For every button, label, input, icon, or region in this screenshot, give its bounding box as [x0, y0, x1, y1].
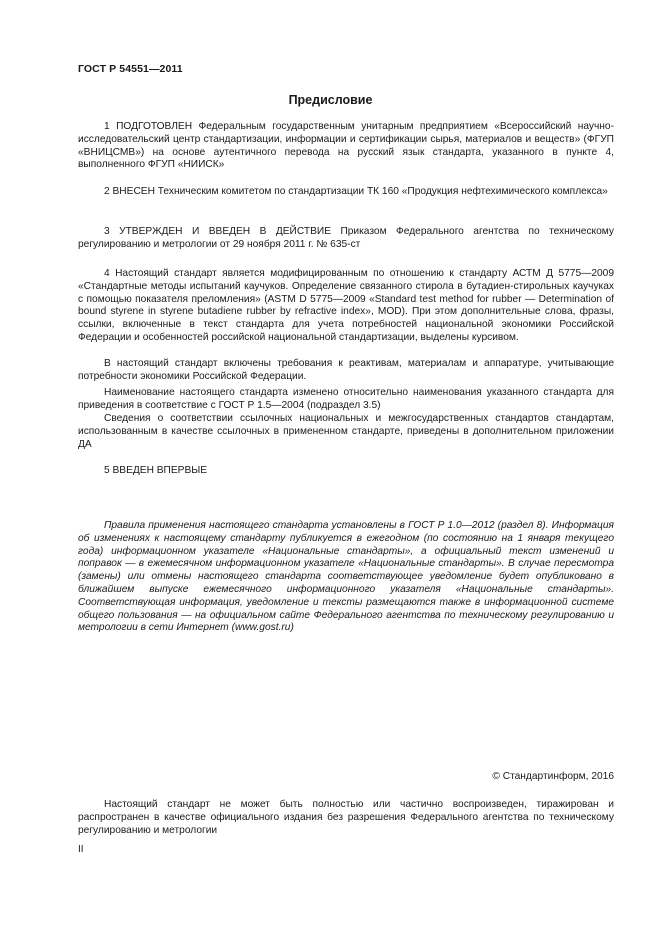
item-5-text: 5 ВВЕДЕН ВПЕРВЫЕ [104, 465, 208, 476]
item-4-references [78, 413, 614, 451]
item-4-modified [78, 268, 614, 345]
item-4-text: 4 Настоящий стандарт является модифицированным по отношению к стандарту АСТМ Д 5775—2009 «Стандартные методы испытаний каучуков. Определение связанного стирола в бутадиен-стирольных каучуках с помощью показателя преломления» (ASTM D 5775—2009 «Standard test method for rubber — Determination of bound styrene in styrene butadiene rubber by refractive index», MOD). При этом дополнительные слова, фразы, ссылки, включенные в текст стандарта для учета потребностей национальной экономики Российской Федерации и особенностей российской национальной стандартизации, выделены курсивом. [78, 268, 614, 343]
item-5-first-introduced [78, 465, 614, 478]
application-rules-text: Правила применения настоящего стандарта установлены в ГОСТ Р 1.0—2012 (раздел 8). Информация об изменениях к настоящему стандарту публикуется в ежегодном (по состоянию на 1 января текущего года) информационном указателе «Национальные стандарты», а официальный текст изменений и поправок — в ежемесячном информационном указателе «Национальные стандарты». В случае пересмотра (замены) или отмены настоящего стандарта соответствующее уведомление будет опубликовано в ближайшем выпуске ежемесячного информационного указателя «Национальные стандарты». Соответствующая информация, уведомление и тексты размещаются также в информационной системе общего пользования — на официальном сайте Федерального агентства по техническому регулированию и метрологии в сети Интернет (www.gost.ru) [78, 520, 614, 634]
page-number: II [78, 844, 84, 855]
item-4-requirements-text: В настоящий стандарт включены требования к реактивам, материалам и аппаратуре, учитывающие потребности экономики Российской Федерации. [78, 358, 614, 382]
copyright-line: © Стандартинформ, 2016 [492, 771, 614, 782]
reproduction-notice-text: Настоящий стандарт не может быть полностью или частично воспроизведен, тиражирован и распространен в качестве официального издания без разрешения Федерального агентства по техническому регулированию и метрологии [78, 799, 614, 836]
application-rules-notice [78, 520, 614, 635]
standard-code-header: ГОСТ Р 54551—2011 [78, 63, 183, 75]
item-4-references-text: Сведения о соответствии ссылочных национальных и межгосударственных стандартов стандартам, использованным в качестве ссылочных в примененном стандарте, приведены в дополнительном приложении ДА [78, 413, 614, 450]
item-1-text: 1 ПОДГОТОВЛЕН Федеральным государственным унитарным предприятием «Всероссийский научно-исследовательский центр стандартизации, информации и сертификации сырья, материалов и веществ» (ФГУП «ВНИЦСМВ») на основе аутентичного перевода на русский язык стандарта, указанного в пункте 4, выполненного ФГУП «НИИСК» [78, 121, 614, 171]
item-2-introduced [78, 186, 614, 199]
section-title: Предисловие [288, 93, 373, 107]
reproduction-notice [78, 799, 614, 837]
item-4-requirements [78, 358, 614, 384]
item-2-text: 2 ВНЕСЕН Техническим комитетом по стандартизации ТК 160 «Продукция нефтехимического комплекса» [104, 186, 608, 197]
item-4-name-change [78, 387, 614, 413]
item-3-text: 3 УТВЕРЖДЕН И ВВЕДЕН В ДЕЙСТВИЕ Приказом Федерального агентства по техническому регулированию и метрологии от 29 ноября 2011 г. № 635-ст [78, 226, 614, 250]
item-4-name-change-text: Наименование настоящего стандарта изменено относительно наименования указанного стандарта для приведения в соответствие с ГОСТ Р 1.5—2004 (подраздел 3.5) [78, 387, 614, 411]
item-3-approved [78, 226, 614, 252]
item-1-prepared [78, 121, 614, 172]
